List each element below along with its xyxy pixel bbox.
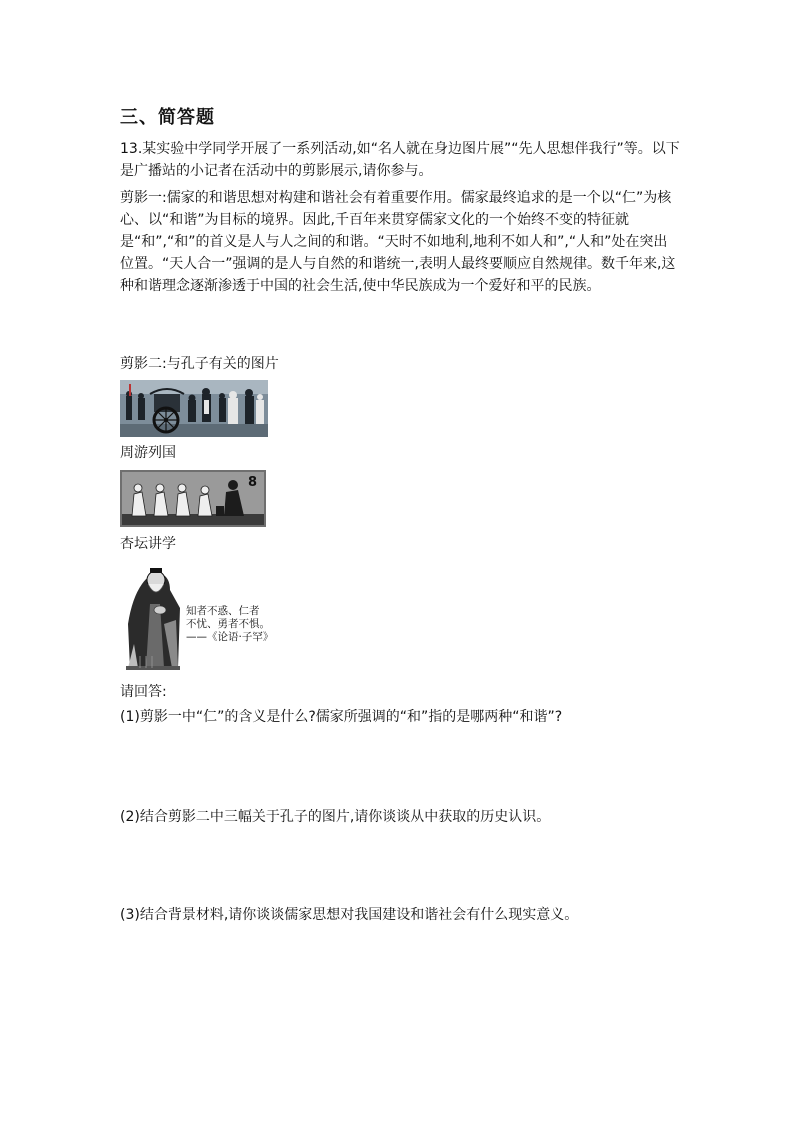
image-caption-lecture: 杏坛讲学	[120, 536, 176, 552]
lecture-stamp-illustration	[120, 470, 266, 527]
answer-prompt: 请回答:	[120, 684, 167, 700]
image-caption-touring: 周游列国	[120, 445, 176, 461]
stamp-value: 8	[248, 475, 258, 490]
sub-question-2: (2)结合剪影二中三幅关于孔子的图片,请你谈谈从中获取的历史认识。	[120, 809, 551, 825]
touring-states-illustration	[120, 380, 268, 437]
touring-states-image	[120, 380, 268, 437]
confucius-quote-image	[120, 564, 290, 674]
confucius-illustration	[120, 564, 290, 674]
question-intro: 13.某实验中学同学开展了一系列活动,如“名人就在身边图片展”“先人思想伴我行”等。以下是广播站的小记者在活动中的剪影展示,请你参与。	[120, 141, 680, 179]
section-title: 三、简答题	[120, 107, 215, 128]
quote-line-2: 不忧、勇者不惧。	[186, 618, 270, 630]
quote-source: ——《论语·子罕》	[186, 631, 274, 643]
clip-two-title: 剪影二:与孔子有关的图片	[120, 356, 279, 372]
apricot-altar-lecture-image	[120, 470, 266, 527]
clip-one-text: 剪影一:儒家的和谐思想对构建和谐社会有着重要作用。儒家最终追求的是一个以“仁”为核心、以“和谐”为目标的境界。因此,千百年来贯穿儒家文化的一个始终不变的特征就是“和”,“和”的首义是人与人之间的和谐。“天时不如地利,地利不如人和”,“人和”处在突出位置。“天人合一”强调的是人与自然的和谐统一,表明人最终要顺应自然规律。数千年来,这种和谐理念逐渐渗透于中国的社会生活,使中华民族成为一个爱好和平的民族。	[120, 190, 676, 294]
sub-question-3: (3)结合背景材料,请你谈谈儒家思想对我国建设和谐社会有什么现实意义。	[120, 907, 579, 923]
quote-line-1: 知者不惑、仁者	[186, 605, 260, 617]
sub-question-1: (1)剪影一中“仁”的含义是什么?儒家所强调的“和”指的是哪两种“和谐”?	[120, 709, 563, 725]
